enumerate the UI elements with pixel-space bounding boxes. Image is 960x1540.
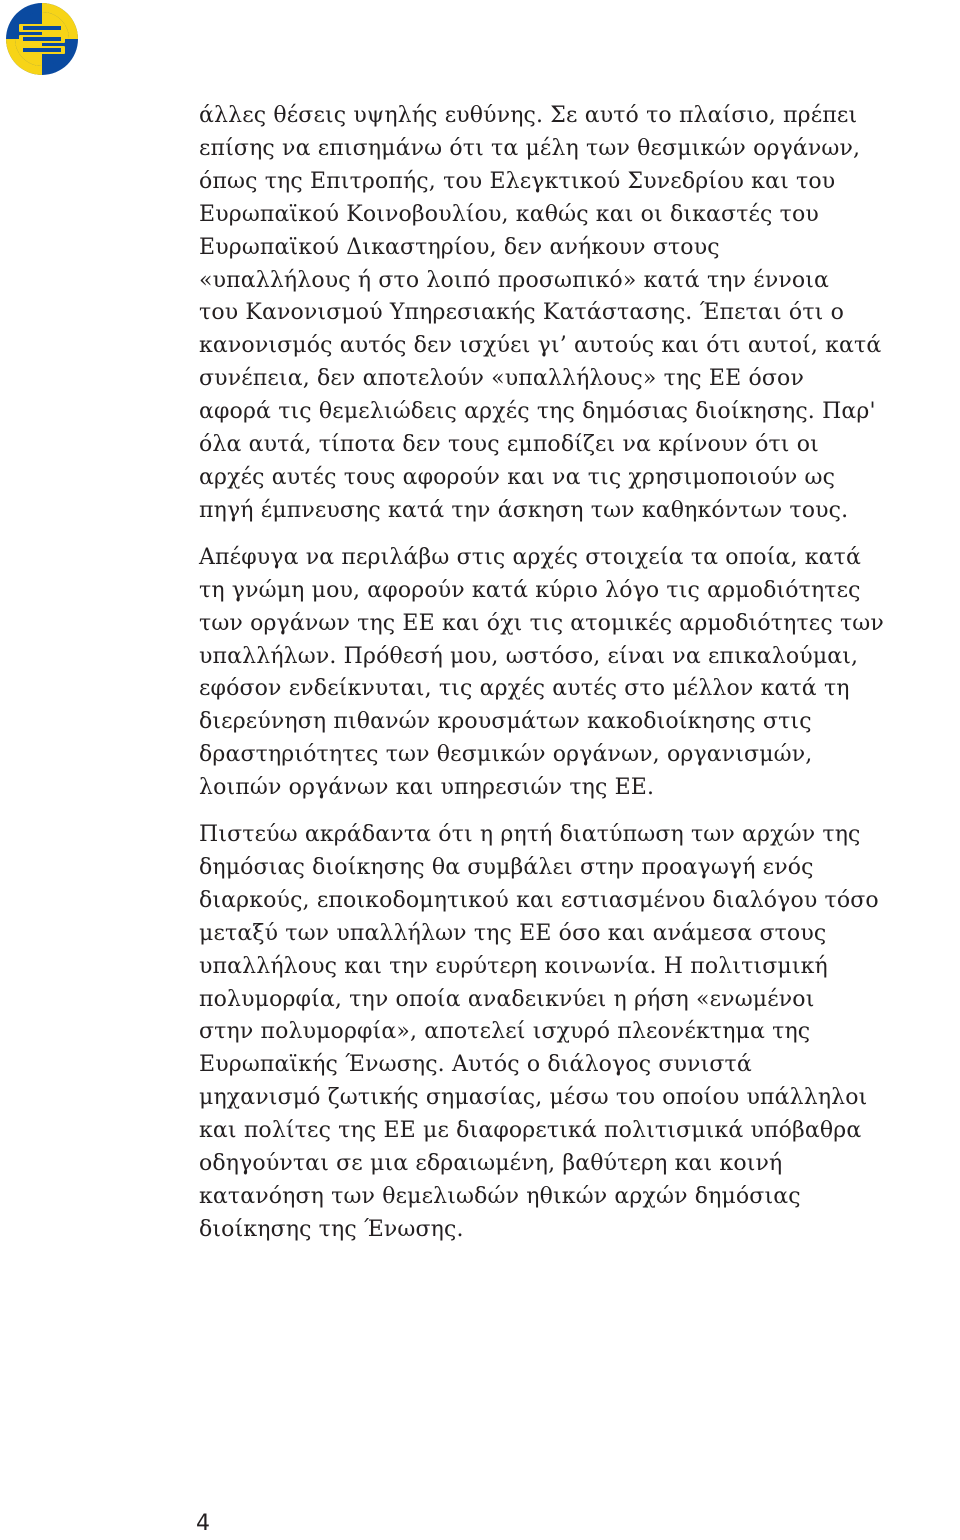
european-ombudsman-logo-icon — [5, 2, 79, 76]
document-body — [199, 100, 959, 1261]
paragraph-3: Πιστεύω ακράδαντα ότι η ρητή διατύπωση των αρχών της δημόσιας διοίκησης θα συμβάλει στην προαγωγή ενός διαρκούς, εποικοδομητικού και εστιασμένου διαλόγου τόσο μεταξύ των υπαλλήλων της ΕΕ όσο και ανάμεσα στους υπαλλήλους και την ευρύτερη κοινωνία. Η πολιτισμική πολυμορφία, την οποία αναδεικνύει η ρήση «ενωμένοι στην πολυμορφία», αποτελεί ισχυρό πλεονέκτημα της Ευρωπαϊκής Ένωσης. Αυτός ο διάλογος συνιστά μηχανισμό ζωτικής σημασίας, μέσω του οποίου υπάλληλοι και πολίτες της ΕΕ με διαφορετικά πολιτισμικά υπόβαθρα οδηγούνται σε μια εδραιωμένη, βαθύτερη και κοινή κατανόηση των θεμελιωδών ηθικών αρχών δημόσιας διοίκησης της Ένωσης. — [199, 822, 879, 1242]
paragraph-1: άλλες θέσεις υψηλής ευθύνης. Σε αυτό το πλαίσιο, πρέπει επίσης να επισημάνω ότι τα μέλη των θεσμικών οργάνων, όπως της Επιτροπής, του Ελεγκτικού Συνεδρίου και του Ευρωπαϊκού Κοινοβουλίου, καθώς και οι δικαστές του Ευρωπαϊκού Δικαστηρίου, δεν ανήκουν στους «υπαλλήλους ή στο λοιπό προσωπικό» κατά την έννοια του Κανονισμού Υπηρεσιακής Κατάστασης. Έπεται ότι ο κανονισμός αυτός δεν ισχύει γι’ αυτούς και ότι αυτοί, κατά συνέπεια, δεν αποτελούν «υπαλλήλους» της ΕΕ όσον αφορά τις θεμελιώδεις αρχές της δημόσιας διοίκησης. Παρ' όλα αυτά, τίποτα δεν τους εμποδίζει να κρίνουν ότι οι αρχές αυτές τους αφορούν και να τις χρησιμοποιούν ως πηγή έμπνευσης κατά την άσκηση των καθηκόντων τους. — [199, 103, 882, 523]
page-number: 4 — [196, 1511, 210, 1536]
paragraph-2: Απέφυγα να περιλάβω στις αρχές στοιχεία τα οποία, κατά τη γνώμη μου, αφορούν κατά κύριο λόγο τις αρμοδιότητες των οργάνων της ΕΕ και όχι τις ατομικές αρμοδιότητες των υπαλλήλων. Πρόθεσή μου, ωστόσο, είναι να επικαλούμαι, εφόσον ενδείκνυται, τις αρχές αυτές στο μέλλον κατά τη διερεύνηση πιθανών κρουσμάτων κακοδιοίκησης στις δραστηριότητες των θεσμικών οργάνων, οργανισμών, λοιπών οργάνων και υπηρεσιών της ΕΕ. — [199, 544, 884, 801]
logo-graphic — [5, 2, 79, 76]
